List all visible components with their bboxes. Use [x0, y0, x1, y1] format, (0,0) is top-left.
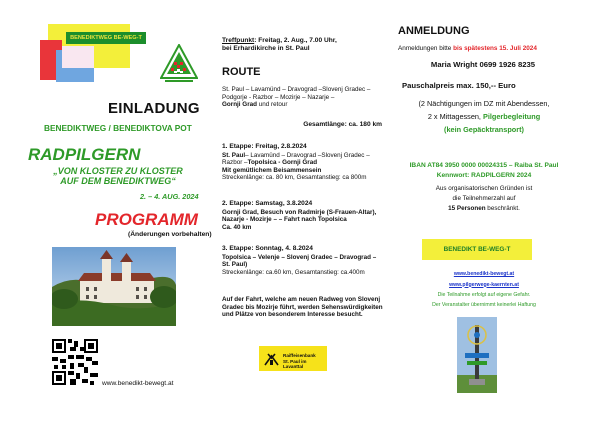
bank-details [398, 161, 570, 181]
contact-phone: Maria Wright 0699 1926 8235 [430, 60, 536, 69]
monastery-photo [52, 247, 176, 326]
stage-2-length: Ca. 40 km [222, 223, 252, 231]
stage-3-line-1: Topolsica – Velenje – Slovenj Gradec – Dravograd – [222, 253, 377, 261]
page-title: EINLADUNG [108, 100, 200, 117]
limit-suffix: beschränkt. [485, 205, 520, 212]
benedikt-bewegt-box: BENEDIKT BE-WEG-T [422, 239, 532, 260]
meeting-point [222, 37, 382, 53]
stage-1-heading: 1. Etappe: Freitag, 2.8.2024 [222, 143, 307, 150]
pilgrim-monument-photo [457, 317, 497, 393]
includes-lunch: 2 x Mittagessen, [427, 112, 483, 121]
benediktweg-label: BENEDIKTWEG BE-WEG-T [66, 32, 146, 44]
limit-line-1: Aus organisatorischen Gründen ist [435, 185, 533, 192]
deadline-date: bis spätestens 15. Juli 2024 [453, 45, 537, 52]
kloster-heading [20, 166, 216, 186]
decor-pink-square [62, 46, 94, 68]
payment-reference: Kennwort: RADPILGERN 2024 [436, 172, 532, 179]
raiffeisen-gable-icon [264, 351, 279, 366]
iban: IBAN AT84 3950 0000 00024315 – Raiba St. Paul [409, 162, 559, 169]
route-total-length: Gesamtlänge: ca. 180 km [303, 121, 382, 128]
kloster-line-2: AUF DEM BENEDIKTWEG“ [60, 176, 176, 186]
stage-3-line-2: St. Paul) [222, 261, 248, 269]
disclaimer-own-risk: Die Teilnahme erfolgt auf eigene Gefahr. [437, 292, 531, 298]
registration-text: Anmeldungen bitte [398, 45, 454, 52]
changes-reserved-note: (Änderungen vorbehalten) [128, 231, 212, 238]
limit-line-2: die Teilnehmerzahl auf [452, 195, 516, 202]
raiffeisen-logo [259, 346, 327, 371]
registration-heading: ANMELDUNG [398, 25, 470, 37]
stage-1-start: St. Paul [222, 151, 246, 159]
stage-2-line-2: Nazarje - Mozirje – – Fahrt nach Topolsica [222, 216, 347, 224]
meeting-place: bei Erhardikirche in St. Paul [222, 45, 310, 52]
participant-limit [398, 184, 570, 214]
kloster-line-1: „VON KLOSTER ZU KLOSTER [53, 166, 183, 176]
route-destination: Gornji Grad [222, 101, 257, 109]
programm-heading: PROGRAMM [95, 210, 198, 229]
link-pilgerwege[interactable]: www.pilgerwege-kaernten.at [449, 281, 519, 288]
stage-1 [222, 143, 387, 182]
stage-1-length: Streckenlänge: ca. 80 km, Gesamtanstieg: ca 800m [222, 174, 367, 182]
stage-3-length: Streckenlänge: ca.60 km, Gesamtanstieg: ca.400m [222, 268, 365, 276]
qr-code-icon [52, 339, 98, 385]
bank-location: St. Paul im Lavanttal [283, 358, 307, 369]
subtitle: BENEDIKTWEG / BENEDIKTOVA POT [44, 123, 192, 133]
website-link[interactable]: www.benedikt-bewegt.at [102, 380, 174, 387]
route-heading: ROUTE [222, 66, 261, 78]
benediktweg-logo-icon [160, 44, 198, 84]
stage-1-evening: Mit gemütlichem Beisammensein [222, 166, 322, 174]
limit-count: 15 Personen [448, 205, 486, 212]
stage-1-destination: Topolsica - Gornji Grad [247, 159, 318, 167]
stage-1-route-2: Razbor – [222, 159, 248, 167]
no-luggage-transport: (kein Gepäcktransport) [444, 125, 524, 134]
includes-overnight: (2 Nächtigungen im DZ mit Abendessen, [418, 99, 550, 108]
route-note: Auf der Fahrt, welche am neuen Radweg von Slovenj Gradec bis Mozirje führt, werden Sehenswürdigkeiten und Plätze von besonderem Interesse besucht. [222, 296, 383, 319]
stage-3-heading: 3. Etappe: Sonntag, 4. 8.2024 [222, 245, 313, 252]
links-section [398, 271, 570, 308]
route-description [222, 86, 382, 109]
event-dates: 2. – 4. AUG. 2024 [140, 192, 199, 201]
link-benedikt-bewegt[interactable]: www.benedikt-bewegt.at [453, 271, 515, 277]
stage-2 [222, 200, 387, 231]
registration-deadline [398, 45, 537, 52]
price-includes [398, 97, 570, 136]
bank-name: Raiffeisenbank [283, 353, 316, 358]
stage-1-route: – Lavamünd – Dravograd –Slovenj Gradec – [245, 151, 370, 159]
meeting-time: : Freitag, 2. Aug., 7.00 Uhr, [254, 37, 337, 44]
stage-3 [222, 245, 387, 276]
flat-price: Pauschalpreis max. 150,-- Euro [402, 81, 516, 90]
includes-guide: Pilgerbegleitung [483, 112, 541, 121]
disclaimer-no-liability: Der Veranstalter übernimmt keinerlei Haftung [432, 301, 536, 308]
meeting-label: Treffpunkt [222, 37, 255, 44]
route-return: und retour [257, 101, 288, 109]
route-stations: St. Paul – Lavamünd – Dravograd –Slovenj Gradec – Podgorje - Razbor – Mozirje – Nazarje – [222, 86, 371, 101]
radpilgern-heading: RADPILGERN [28, 145, 141, 164]
stage-2-heading: 2. Etappe: Samstag, 3.8.2024 [222, 200, 313, 207]
stage-2-line-1: Gornji Grad, Besuch von Radmirje (S-Frauen-Altar), [222, 208, 377, 216]
